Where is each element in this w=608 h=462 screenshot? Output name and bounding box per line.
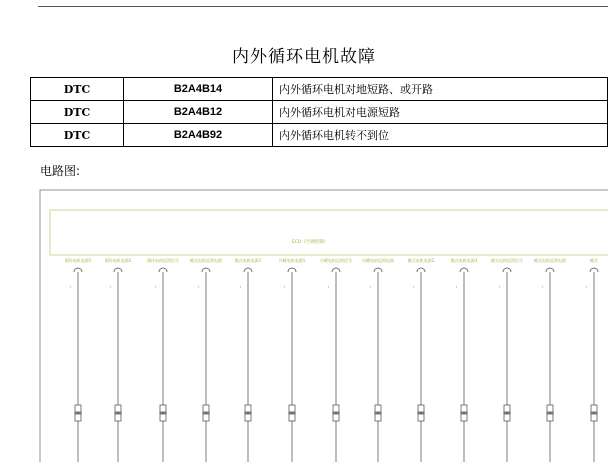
inline-connector-icon	[591, 405, 597, 412]
dtc-type-cell: DTC	[31, 124, 124, 147]
pin-label: 循环电机电源2	[104, 258, 132, 263]
pin-connector-icon	[288, 268, 296, 272]
ecu-module-label: ECU（空调控制）	[291, 240, 329, 245]
pin-label: 模式	[590, 258, 598, 263]
inline-connector-icon	[375, 414, 381, 421]
pin-label: 冷暖电机电源1	[278, 258, 306, 263]
diagram-frame	[40, 190, 608, 462]
inline-connector-icon	[245, 414, 251, 421]
inline-connector-icon	[245, 405, 251, 412]
inline-connector-icon	[461, 405, 467, 412]
pin-label: 模式电机电源3	[450, 258, 478, 263]
pin-connector-icon	[114, 268, 122, 272]
pin-connector-icon	[244, 268, 252, 272]
pin-connector-icon	[503, 268, 511, 272]
pin-label: 模式电机电源2	[407, 258, 435, 263]
circuit-diagram-label: 电路图:	[40, 164, 81, 178]
pin-group	[65, 257, 598, 462]
pin-connector-icon	[74, 268, 82, 272]
inline-connector-icon	[418, 405, 424, 412]
top-divider	[38, 6, 608, 7]
inline-connector-icon	[160, 405, 166, 412]
table-row	[31, 78, 608, 101]
pin-connector-icon	[159, 268, 167, 272]
inline-connector-icon	[504, 414, 510, 421]
pin-label: 模式电机反馈电源	[534, 258, 566, 263]
dtc-code-cell: B2A4B92	[124, 124, 273, 147]
inline-connector-icon	[418, 414, 424, 421]
inline-connector-icon	[375, 405, 381, 412]
pin-label: 冷暖电机反馈电源	[362, 258, 394, 263]
dtc-description-cell: 内外循环电机对地短路、或开路	[273, 78, 608, 101]
dtc-code-cell: B2A4B12	[124, 101, 273, 124]
inline-connector-icon	[75, 414, 81, 421]
dtc-code-cell: B2A4B14	[124, 78, 273, 101]
pin-label: 循环电机反馈信号	[147, 258, 179, 263]
page-title: 内外循环电机故障	[232, 47, 376, 67]
table-row	[31, 101, 608, 124]
inline-connector-icon	[115, 405, 121, 412]
pin-connector-icon	[590, 268, 598, 272]
pin-label: 模式电机电源1	[234, 258, 262, 263]
inline-connector-icon	[461, 414, 467, 421]
dtc-type-cell: DTC	[31, 78, 124, 101]
inline-connector-icon	[547, 405, 553, 412]
inline-connector-icon	[160, 414, 166, 421]
inline-connector-icon	[504, 405, 510, 412]
inline-connector-icon	[289, 414, 295, 421]
inline-connector-icon	[591, 414, 597, 421]
pin-connector-icon	[374, 268, 382, 272]
inline-connector-icon	[203, 414, 209, 421]
pin-label: 冷暖电机反馈信号	[320, 258, 352, 263]
inline-connector-icon	[333, 405, 339, 412]
pin-connector-icon	[332, 268, 340, 272]
pin-connector-icon	[417, 268, 425, 272]
pin-label: 循环电机电源1	[64, 258, 92, 263]
inline-connector-icon	[115, 414, 121, 421]
pin-connector-icon	[202, 268, 210, 272]
pin-label: 模式电机反馈信号	[491, 258, 523, 263]
dtc-type-cell: DTC	[31, 101, 124, 124]
dtc-description-cell: 内外循环电机转不到位	[273, 124, 608, 147]
inline-connector-icon	[75, 405, 81, 412]
dtc-table	[30, 77, 608, 147]
pin-label: 模式电机反馈电源	[190, 258, 222, 263]
inline-connector-icon	[547, 414, 553, 421]
inline-connector-icon	[203, 405, 209, 412]
table-row	[31, 124, 608, 147]
pin-connector-icon	[546, 268, 554, 272]
inline-connector-icon	[333, 414, 339, 421]
ecu-module-box	[50, 210, 608, 255]
pin-connector-icon	[460, 268, 468, 272]
dtc-description-cell: 内外循环电机对电源短路	[273, 101, 608, 124]
inline-connector-icon	[289, 405, 295, 412]
